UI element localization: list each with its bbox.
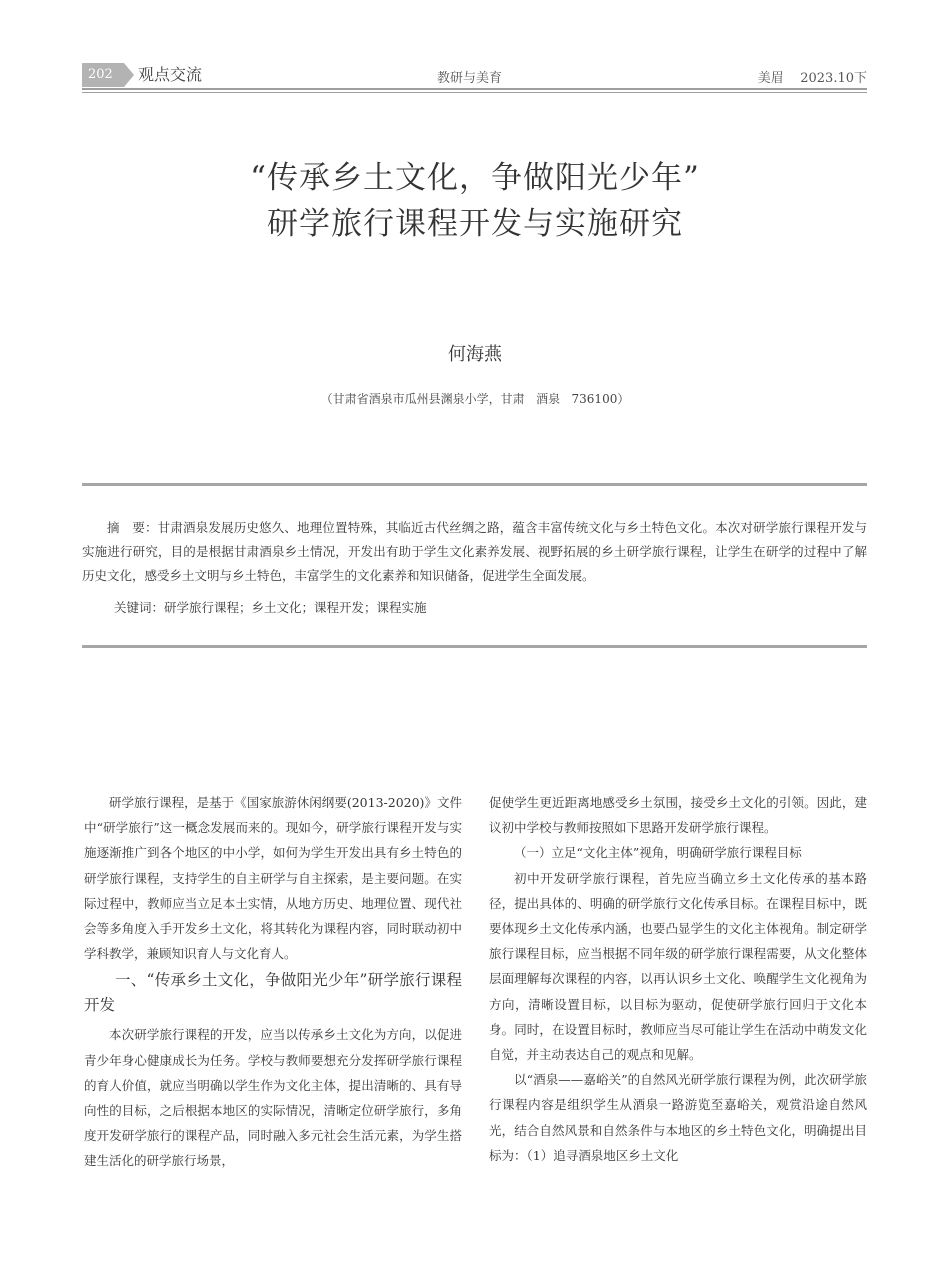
keywords: 关键词：研学旅行课程；乡土文化；课程开发；课程实施 [114,600,427,615]
author-name: 何海燕 [448,344,502,365]
article-title-line1: “传承乡土文化，争做阳光少年” [250,160,700,196]
paragraph: 本次研学旅行课程的开发，应当以传承乡土文化为方向，以促进青少年身心健康成长为任务。学校与教师要想充分发挥研学旅行课程的育人价值，就应当明确以学生作为文化主体，提出清晰的、具有导向性的目标，之后根据本地区的实际情况，清晰定位研学旅行，多角度开发研学旅行的课程产品，同时融入多元社会生活元素，为学生搭建生活化的研学旅行场景， [84,1027,462,1169]
section-name: 观点交流 [138,65,203,84]
article-title-line2: 研学旅行课程开发与实施研究 [267,206,683,242]
issue-info: 美眉 2023.10下 [757,71,867,86]
page-tab-arrow [124,63,134,87]
paragraph: 初中开发研学旅行课程，首先应当确立乡土文化传承的基本路径，提出具体的、明确的研学旅行文化传承目标。在课程目标中，既要体现乡土文化传承内涵，也要凸显学生的文化主体视角。制定研学旅行课程目标，应当根据不同年级的研学旅行课程需要，从文化整体层面理解每次课程的内容，以再认识乡土文化、唤醒学生文化视角为方向，清晰设置目标，以目标为驱动，促使研学旅行回归于文化本身。同时，在设置目标时，教师应当尽可能让学生在活动中萌发文化自觉，并主动表达自己的观点和见解。 [489,870,867,1063]
paragraph: 研学旅行课程，是基于《国家旅游休闲纲要(2013-2020)》文件中“研学旅行”这一概念发展而来的。现如今，研学旅行课程开发与实施逐渐推广到各个地区的中小学，如何为学生开发出具有乡土特色的研学旅行课程，支持学生的自主研学与自主探索，是主要问题。在实际过程中，教师应当立足本土实情，从地方历史、地理位置、现代社会等多角度入手开发乡土文化，将其转化为课程内容，同时联动初中学科教学，兼顾知识育人与文化育人。 [84,795,462,962]
abstract-top-rule [82,483,867,486]
header-rule-thin [82,92,867,93]
author-affiliation: （甘肃省酒泉市瓜州县渊泉小学，甘肃 酒泉 736100） [320,392,630,406]
body-column-right [489,790,867,1168]
section-heading: 一、“传承乡土文化，争做阳光少年”研学旅行课程开发 [84,971,462,1015]
abstract-bottom-rule [82,645,867,648]
header-rule [82,88,867,90]
subsection-heading: （一）立足“文化主体”视角，明确研学旅行课程目标 [514,845,802,861]
abstract [82,516,867,588]
paragraph: 以“酒泉——嘉峪关”的自然风光研学旅行课程为例，此次研学旅行课程内容是组织学生从酒泉一路游览至嘉峪关，观赏沿途自然风光，结合自然风景和自然条件与本地区的乡土特色文化，明确提出目标为：（1）追寻酒泉地区乡土文化 [489,1072,867,1163]
page-number: 202 [82,63,124,87]
page-header [82,60,867,94]
journal-name: 教研与美育 [437,71,503,86]
paragraph: 促使学生更近距离地感受乡土氛围，接受乡土文化的引领。因此，建议初中学校与教师按照如下思路开发研学旅行课程。 [489,795,867,836]
abstract-text: 摘 要：甘肃酒泉发展历史悠久、地理位置特殊，其临近古代丝绸之路，蕴含丰富传统文化与乡土特色文化。本次对研学旅行课程开发与实施进行研究，目的是根据甘肃酒泉乡土情况，开发出有助于学生文化素养发展、视野拓展的乡土研学旅行课程，让学生在研学的过程中了解历史文化，感受乡土文明与乡土特色，丰富学生的文化素养和知识储备，促进学生全面发展。 [82,520,867,583]
body-column-left [84,790,462,1174]
